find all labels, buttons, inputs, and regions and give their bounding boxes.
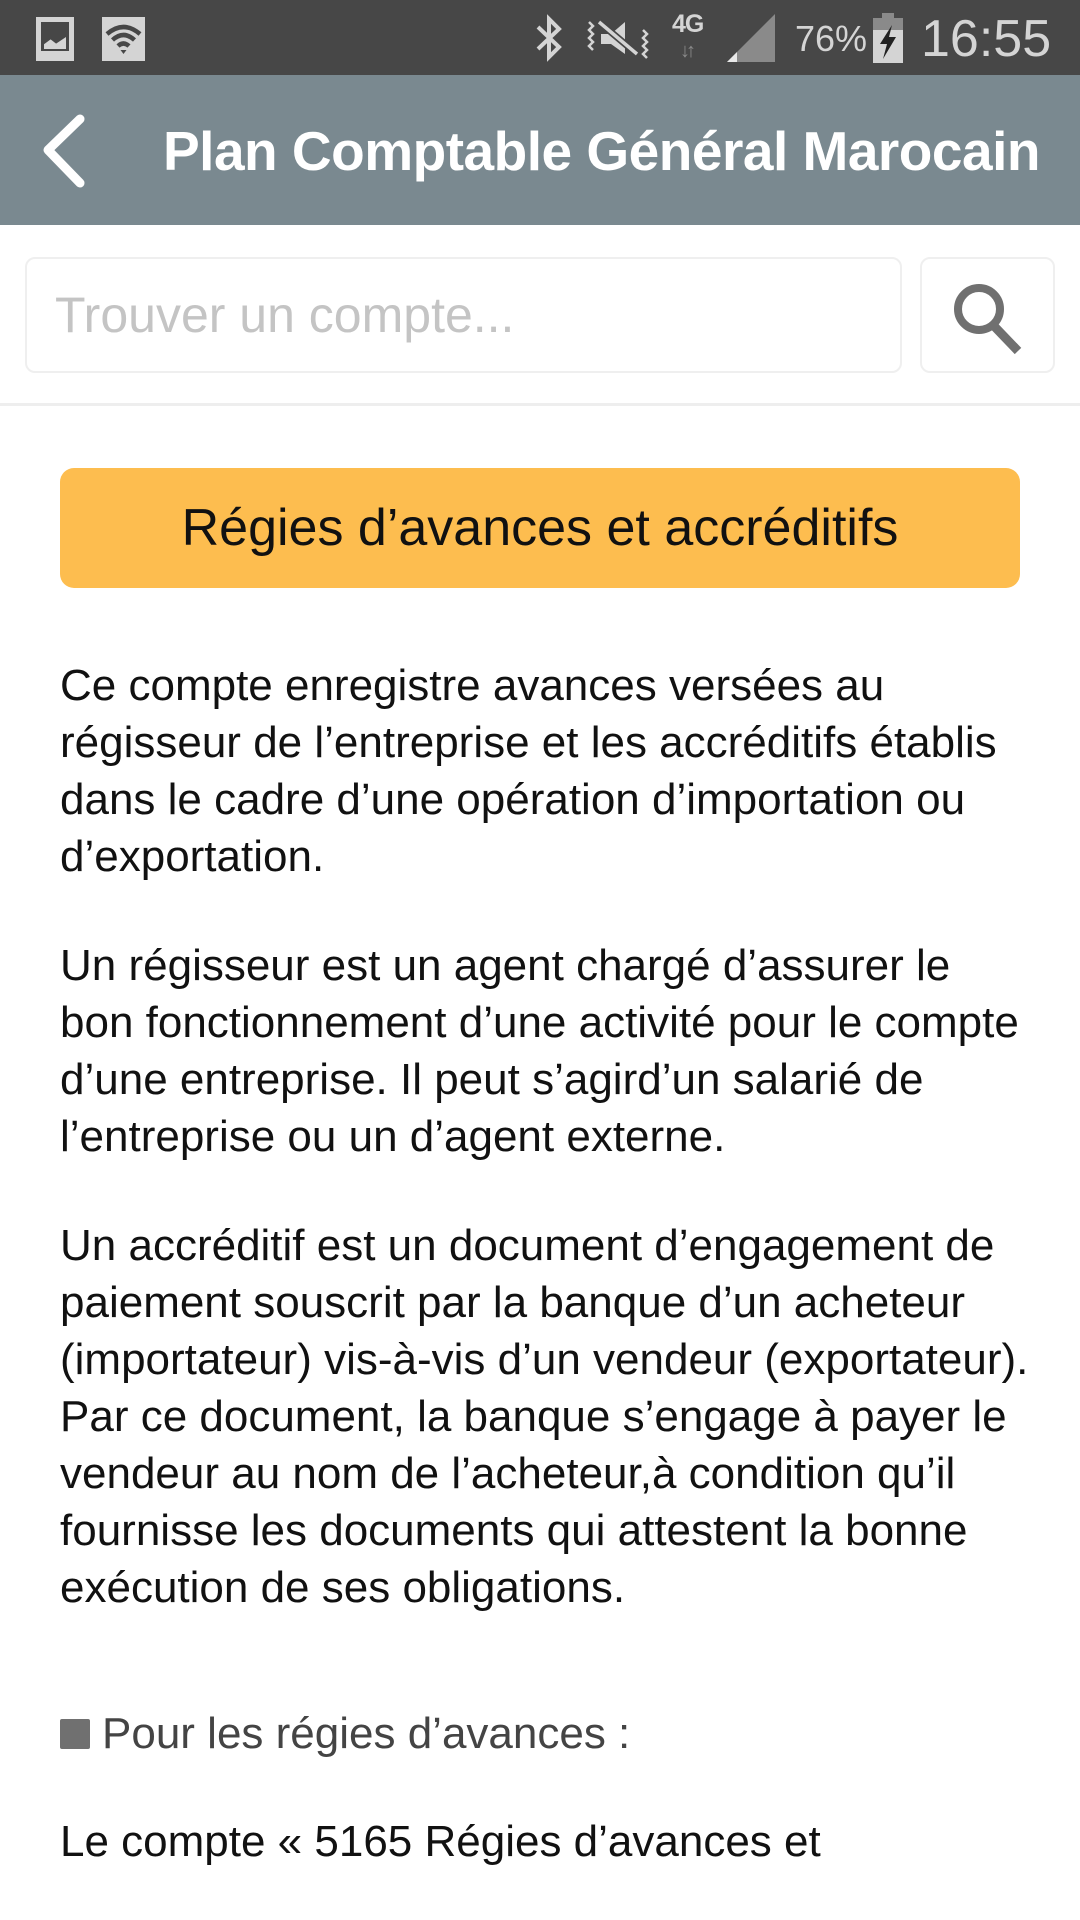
status-bar [0,0,1080,75]
vibrate-mute-icon [585,16,653,67]
search-button[interactable] [920,257,1055,373]
network-type-label: 4G [672,10,704,38]
gallery-icon [36,17,74,61]
article-content[interactable] [0,406,1080,1866]
article-paragraph: Un régisseur est un agent chargé d’assurer le bon fonctionnement d’une activité pour le compte d’une entreprise. Il peut s’agird’un salarié de l’entreprise ou un d’agent externe. [60,941,1019,1161]
search-bar [0,225,1080,406]
chevron-left-icon [30,105,110,195]
battery-charging-icon [873,13,903,68]
data-activity-icon: ↓↑ [680,40,692,62]
square-bullet-icon [60,1719,90,1749]
article-paragraph: Un accréditif est un document d’engagement de paiement souscrit par la banque d’un acheteur (importateur) vis-à-vis d’un vendeur (exportateur). Par ce document, la banque s’engage à payer le vendeur au nom de l’acheteur,à condition qu’il fournisse les documents qui attestent la bonne exécution de ses obligations. [60,1221,1029,1612]
app-header [0,75,1080,225]
bluetooth-icon [530,14,568,67]
account-title-banner: Régies d’avances et accréditifs [60,468,1020,588]
section-heading [60,1705,630,1762]
page-title: Plan Comptable Général Marocain [163,120,1040,182]
wifi-icon [102,17,145,61]
battery-percent: 76% [795,18,868,59]
search-input[interactable] [25,257,902,373]
signal-icon [727,14,775,67]
article-paragraph: Le compte « 5165 Régies d’avances et [60,1817,821,1866]
back-button[interactable] [30,105,110,195]
section-heading-text: Pour les régies d’avances : [102,1709,631,1758]
article-paragraph: Ce compte enregistre avances versées au régisseur de l’entreprise et les accréditifs établis dans le cadre d’une opération d’importation ou d’exportation. [60,661,997,881]
search-icon [952,282,1027,357]
clock: 16:55 [921,10,1052,68]
